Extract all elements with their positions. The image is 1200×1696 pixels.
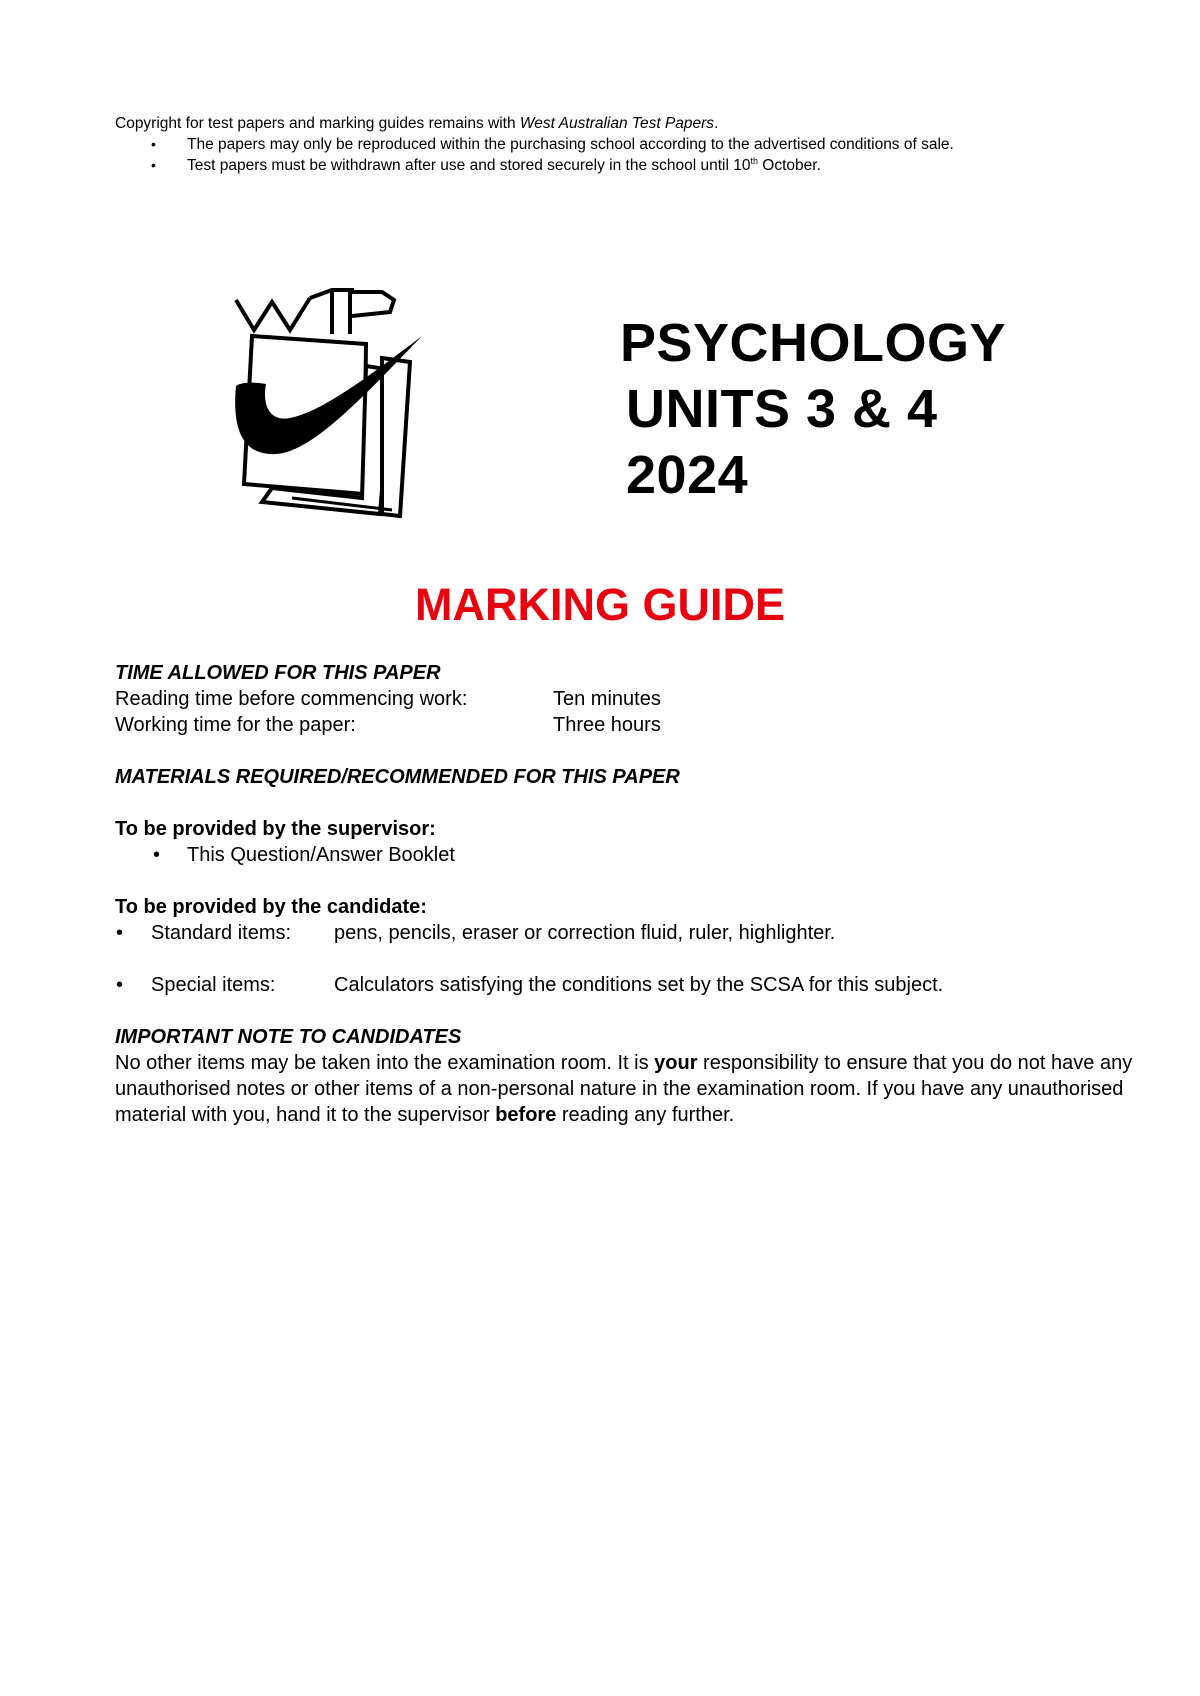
subject-year: 2024 xyxy=(626,445,749,505)
copyright-bullet-withdrawal xyxy=(115,155,1115,176)
note-part-3: reading any further. xyxy=(556,1104,735,1126)
note-emphasis-your: your xyxy=(654,1052,698,1074)
withdrawal-text: Test papers must be withdrawn after use and stored securely in the school until 10 xyxy=(187,157,751,174)
special-items-row xyxy=(115,972,1155,998)
copyright-prefix: Copyright for test papers and marking guides remains with xyxy=(115,115,520,132)
important-note-heading: IMPORTANT NOTE TO CANDIDATES xyxy=(115,1026,462,1048)
materials-heading: MATERIALS REQUIRED/RECOMMENDED FOR THIS PAPER xyxy=(115,766,680,788)
withdrawal-sup: th xyxy=(750,155,758,166)
withdrawal-text-end: October. xyxy=(758,157,821,174)
copyright-holder: West Australian Test Papers xyxy=(519,115,715,132)
supervisor-heading: To be provided by the supervisor: xyxy=(115,818,436,840)
copyright-notice xyxy=(115,113,1115,176)
standard-items-row xyxy=(115,920,1155,946)
note-part-2: responsibility to ensure that you do not have any unauthorised notes or other items of a non-personal nature in the examination room. If you have any unauthorised material with you, hand it to the supervisor xyxy=(115,1052,1133,1126)
subject-name: PSYCHOLOGY xyxy=(620,313,1007,373)
candidate-heading: To be provided by the candidate: xyxy=(115,896,427,918)
supervisor-item: • This Question/Answer Booklet xyxy=(115,842,1155,868)
special-items-label: • Special items: xyxy=(151,974,276,996)
time-heading: TIME ALLOWED FOR THIS PAPER xyxy=(115,662,441,684)
note-part-1: No other items may be taken into the examination room. It is xyxy=(115,1052,655,1074)
copyright-bullet-reproduction: • The papers may only be reproduced within the purchasing school according to the advertised conditions of sale. xyxy=(115,134,1115,155)
watp-logo xyxy=(232,288,442,520)
subject-title xyxy=(620,310,1006,508)
standard-items-label: • Standard items: xyxy=(151,922,292,944)
special-items-value: Calculators satisfying the conditions set by the SCSA for this subject. xyxy=(334,974,944,996)
watp-logo-lettering xyxy=(236,290,394,334)
subject-units: UNITS 3 & 4 xyxy=(626,379,938,439)
standard-items-value: pens, pencils, eraser or correction fluid, ruler, highlighter. xyxy=(334,922,836,944)
reading-time-value: Ten minutes xyxy=(553,688,661,710)
exam-instructions xyxy=(115,660,1155,1128)
reading-time-label: Reading time before commencing work: xyxy=(115,688,468,710)
important-note-text xyxy=(115,1050,1155,1128)
checkmark-paper-icon xyxy=(235,336,422,516)
copyright-suffix: . xyxy=(714,115,719,132)
working-time-value: Three hours xyxy=(553,714,661,736)
reading-time-row xyxy=(115,686,1155,712)
note-emphasis-before: before xyxy=(495,1104,557,1126)
working-time-row xyxy=(115,712,1155,738)
copyright-line xyxy=(115,113,1115,134)
copyright-bullets xyxy=(115,134,1115,176)
marking-guide-title: MARKING GUIDE xyxy=(415,579,785,630)
working-time-label: Working time for the paper: xyxy=(115,714,356,736)
